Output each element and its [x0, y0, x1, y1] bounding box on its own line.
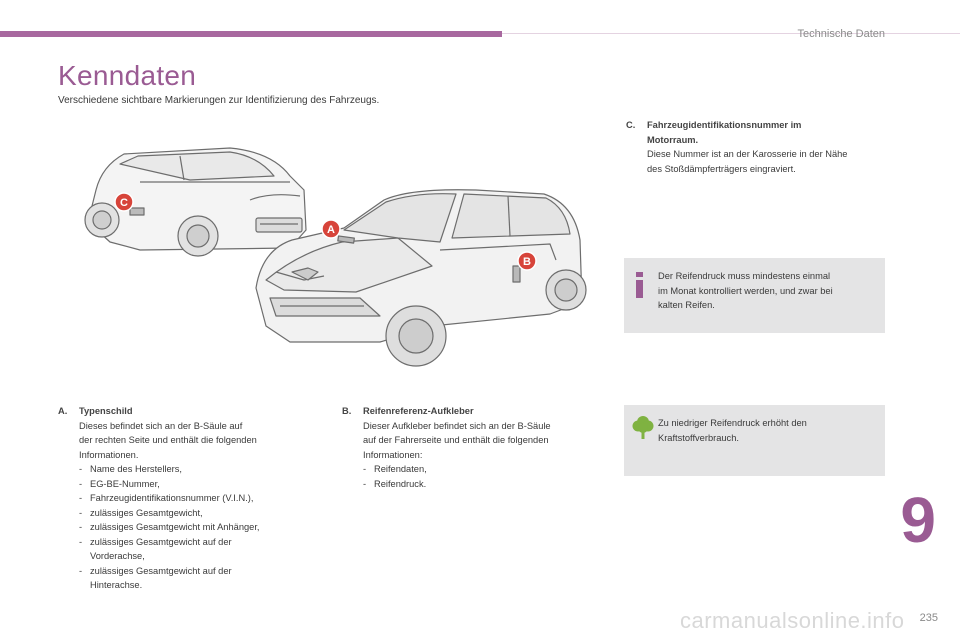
list-item: - Reifendruck.: [363, 478, 427, 489]
list-item: - EG-BE-Nummer,: [79, 478, 160, 489]
eco-tree-icon: [632, 414, 654, 440]
section-c-heading-line2: Motorraum.: [647, 134, 699, 145]
section-b-heading: Reifenreferenz-Aufkleber: [363, 406, 474, 416]
section-b-text-line: auf der Fahrerseite und enthält die folgenden: [363, 435, 549, 445]
svg-text:A: A: [327, 224, 335, 236]
eco-box: [624, 405, 885, 476]
header-accent-bar: [0, 31, 502, 37]
section-c-text-line: des Stoßdämpferträgers eingraviert.: [647, 163, 796, 174]
section-c: [626, 118, 906, 176]
header-rule: [502, 33, 960, 34]
info-box-line: kalten Reifen.: [658, 300, 715, 310]
section-c-heading-line1: Fahrzeugidentifikationsnummer im: [647, 120, 802, 130]
info-box-line: Der Reifendruck muss mindestens einmal: [658, 271, 831, 281]
section-a-letter: A.: [58, 406, 68, 416]
marker-a: [322, 220, 340, 238]
chapter-number: 9: [900, 484, 936, 556]
list-item: - Fahrzeugidentifikationsnummer (V.I.N.),: [79, 493, 254, 503]
section-b-text-line: Dieser Aufkleber befindet sich an der B-Säule: [363, 420, 551, 431]
section-a-text-line: der rechten Seite und enthält die folgenden: [79, 435, 257, 445]
info-box: [624, 258, 885, 333]
page-number: 235: [919, 612, 938, 624]
vehicle-illustration: [80, 130, 600, 400]
watermark: carmanualsonline.info: [680, 608, 905, 633]
section-label: Technische Daten: [797, 28, 885, 40]
list-item: - Reifendaten,: [363, 464, 427, 474]
list-item: - Name des Herstellers,: [79, 464, 182, 474]
svg-text:B: B: [523, 256, 531, 268]
marker-b: [518, 252, 536, 270]
page-title: Kenndaten: [58, 60, 197, 91]
svg-text:C: C: [120, 197, 128, 209]
info-icon: [635, 272, 644, 298]
info-box-line: im Monat kontrolliert werden, und zwar bei: [658, 285, 833, 296]
section-a-heading: Typenschild: [79, 406, 133, 416]
list-item: - zulässiges Gesamtgewicht auf der Hinterachse.: [79, 565, 232, 590]
section-b-text-line: Informationen:: [363, 449, 423, 460]
section-a: [58, 404, 308, 593]
section-c-letter: C.: [626, 120, 636, 130]
eco-box-line: Kraftstoffverbrauch.: [658, 432, 739, 443]
marker-c: [115, 193, 133, 211]
section-a-text-line: Dieses befindet sich an der B-Säule auf: [79, 420, 243, 431]
section-a-list: [79, 462, 308, 593]
eco-box-line: Zu niedriger Reifendruck erhöht den: [658, 418, 807, 428]
section-b-letter: B.: [342, 406, 352, 416]
section-c-text-line: Diese Nummer ist an der Karosserie in der Nähe: [647, 149, 848, 159]
list-item: - zulässiges Gesamtgewicht auf der Vorderachse,: [79, 536, 232, 561]
page-subtitle: Verschiedene sichtbare Markierungen zur Identifizierung des Fahrzeugs.: [58, 95, 380, 106]
section-a-text-line: Informationen.: [79, 449, 139, 460]
section-b-list: [363, 462, 602, 491]
list-item: - zulässiges Gesamtgewicht,: [79, 507, 203, 518]
section-b: [342, 404, 602, 491]
list-item: - zulässiges Gesamtgewicht mit Anhänger,: [79, 522, 260, 532]
